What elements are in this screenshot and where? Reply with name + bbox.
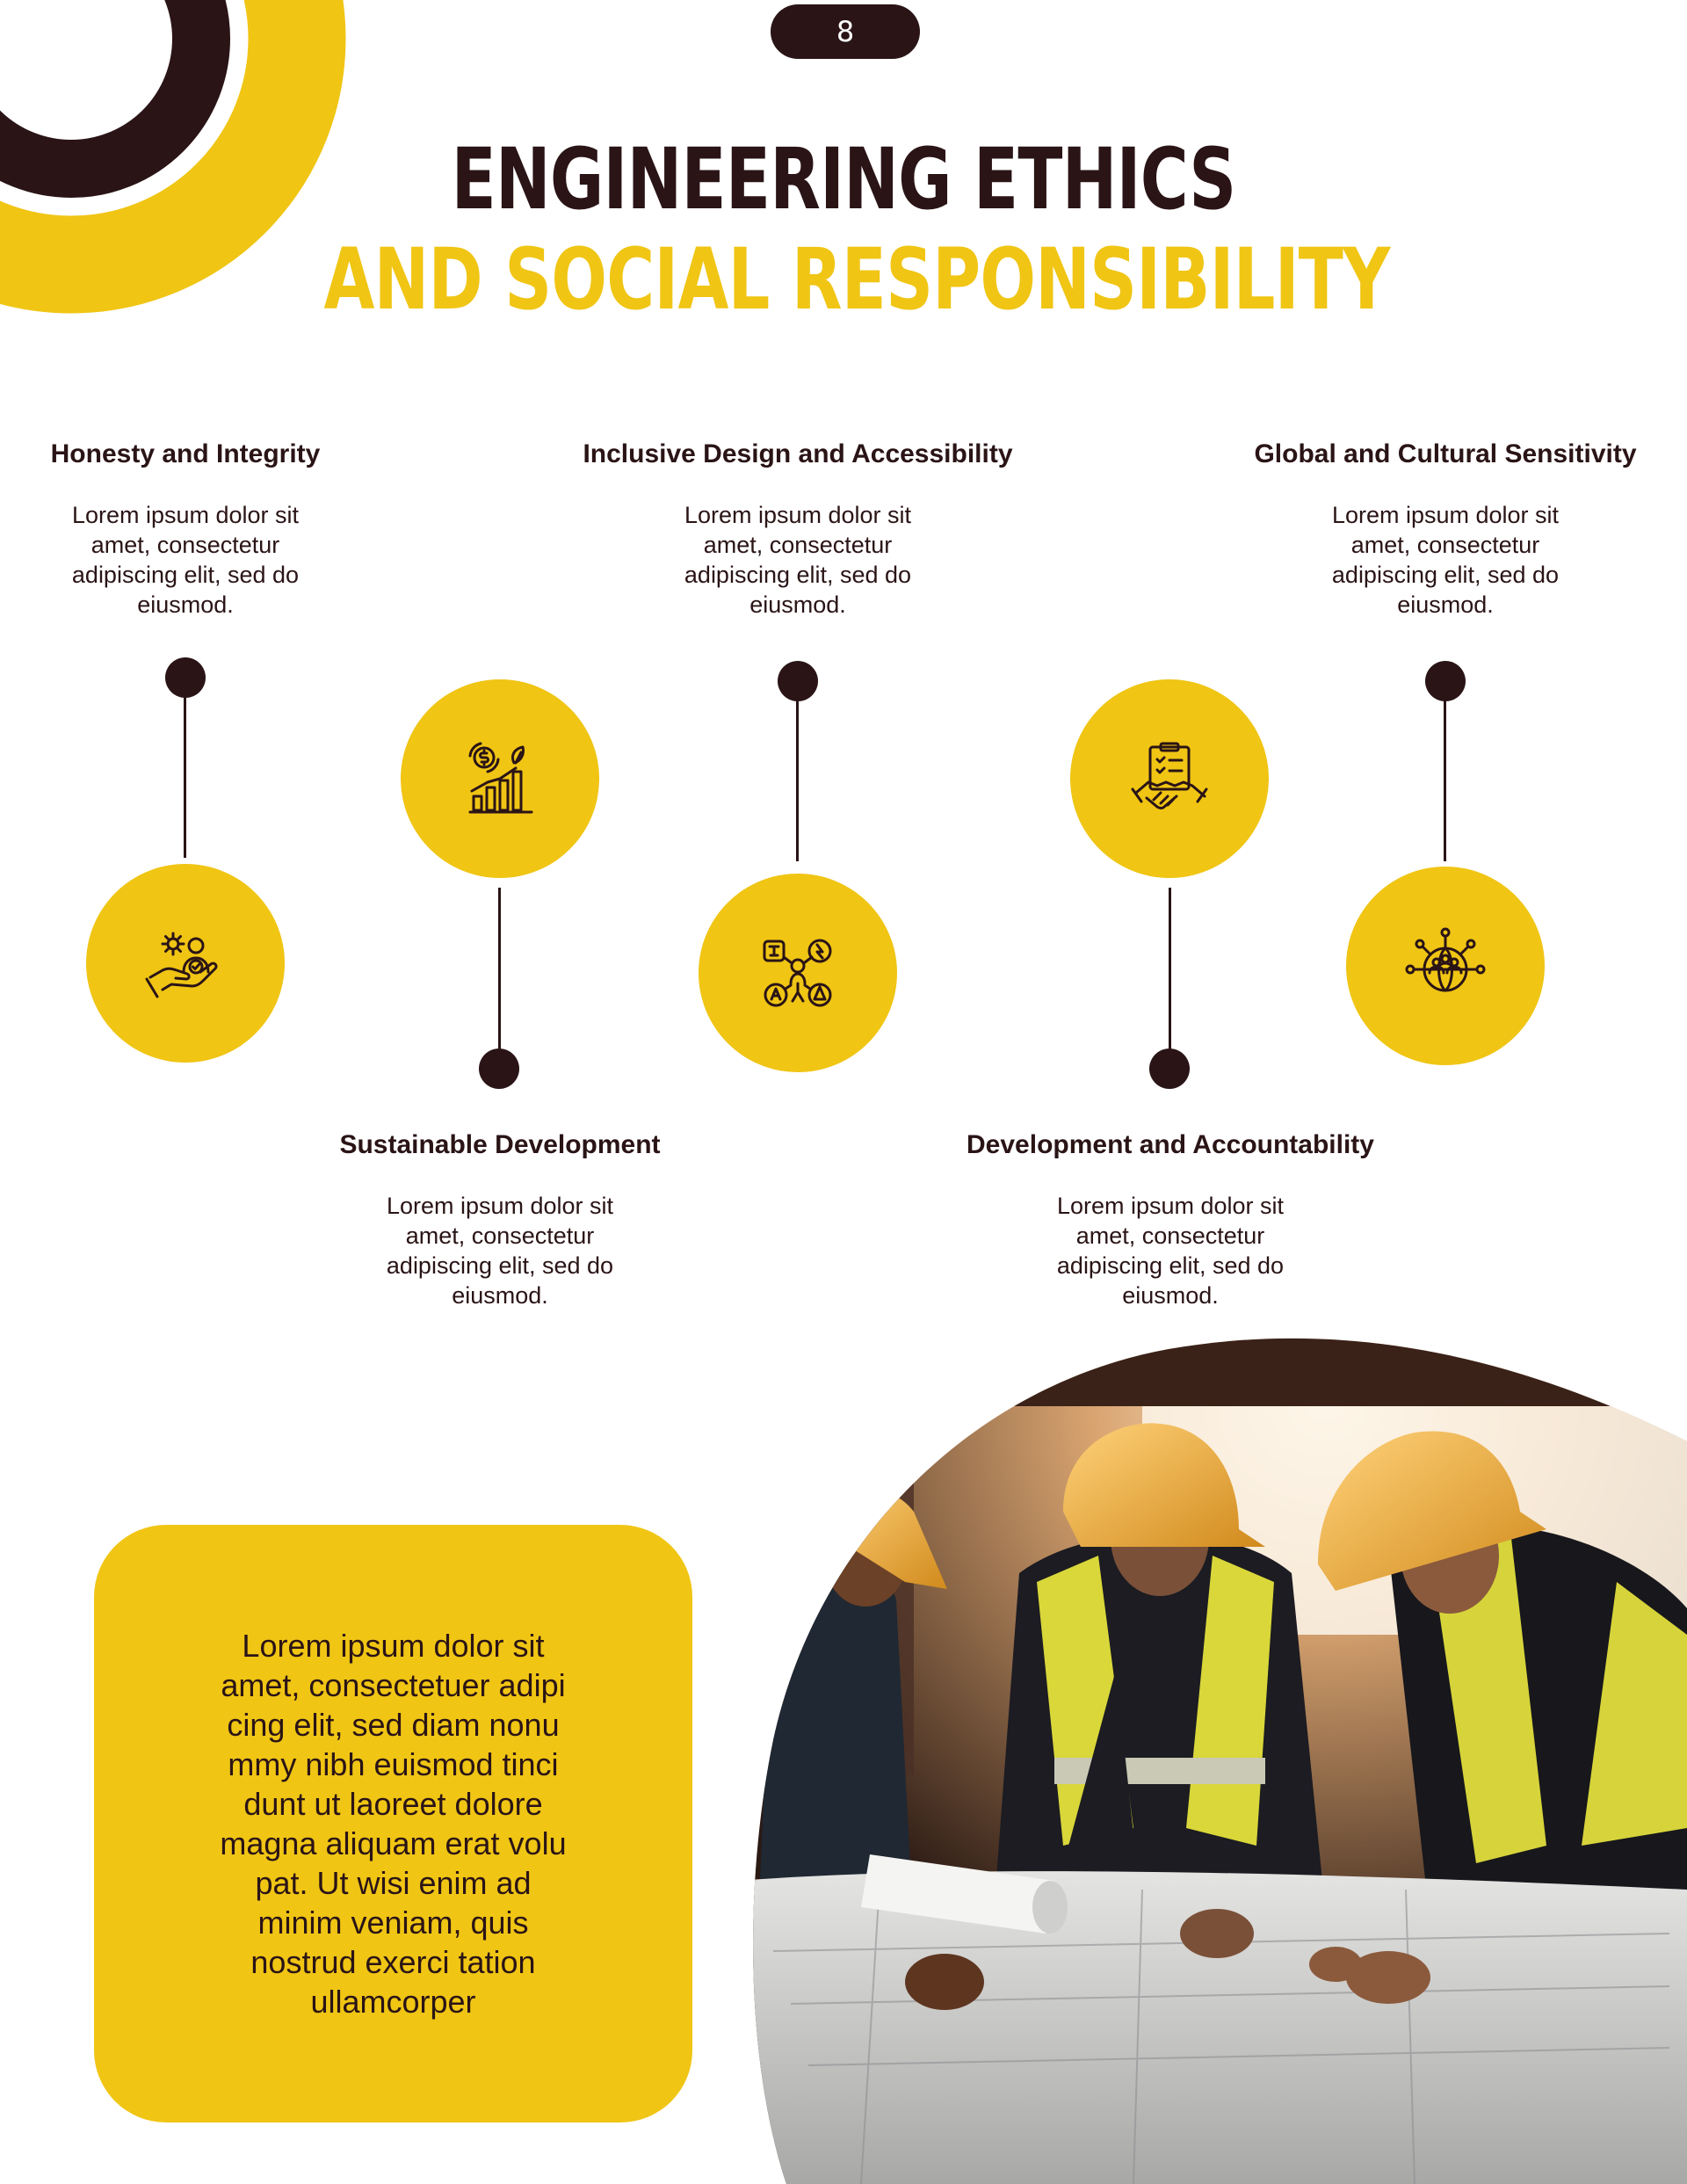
page-title-line-1: ENGINEERING ETHICS xyxy=(451,130,1236,229)
highlight-card-text: Lorem ipsum dolor sit amet, consectetuer adipi cing elit, sed diam nonu mmy nibh euismod tinci dunt ut laoreet dolore magna aliquam erat volu pat. Ut wisi enim ad minim veniam, quis nostrud exerci tation ullamcorper xyxy=(220,1628,567,2020)
page-number: 8 xyxy=(836,15,855,48)
step-heading-sustainable: Sustainable Development xyxy=(339,1130,661,1159)
step-heading-honesty: Honesty and Integrity xyxy=(50,439,321,468)
page-title-line-2: AND SOCIAL RESPONSIBILITY xyxy=(323,230,1390,329)
step-text-sustainable: Lorem ipsum dolor sit amet, consectetur adipiscing elit, sed do eiusmod. xyxy=(386,1193,614,1309)
step-text-inclusive: Lorem ipsum dolor sit amet, consectetur adipiscing elit, sed do eiusmod. xyxy=(684,502,912,618)
step-text-honesty: Lorem ipsum dolor sit amet, consectetur adipiscing elit, sed do eiusmod. xyxy=(71,502,300,618)
step-heading-global: Global and Cultural Sensitivity xyxy=(1254,439,1637,468)
step-heading-accountability: Development and Accountability xyxy=(967,1130,1374,1159)
step-text-global: Lorem ipsum dolor sit amet, consectetur adipiscing elit, sed do eiusmod. xyxy=(1331,502,1560,618)
step-text-accountability: Lorem ipsum dolor sit amet, consectetur adipiscing elit, sed do eiusmod. xyxy=(1056,1193,1285,1309)
step-heading-inclusive: Inclusive Design and Accessibility xyxy=(583,439,1013,468)
